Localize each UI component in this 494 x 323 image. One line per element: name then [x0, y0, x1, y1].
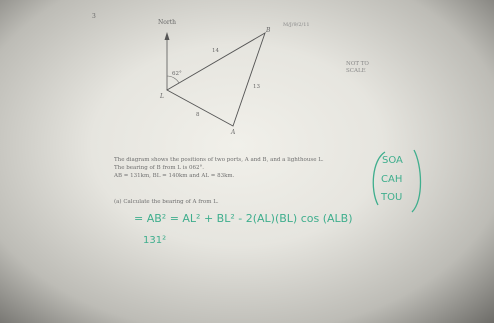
description-line3: AB = 131km, BL = 140km and AL = 83km. [114, 173, 235, 179]
not-to-scale-line1: NOT TO [346, 61, 369, 67]
description-line2: The bearing of B from L is 062°. [114, 165, 205, 171]
side-la-label: 8 [196, 112, 200, 118]
handwritten-cah: CAH [381, 174, 403, 185]
question-number: 3 [92, 13, 96, 20]
handwritten-131-squared: 131² [143, 235, 167, 246]
handwritten-bracket-right [412, 150, 421, 212]
handwritten-soh: SOA [382, 155, 403, 166]
triangle-lba [167, 33, 265, 126]
description-line1: The diagram shows the positions of two ports, A and B, and a lighthouse L. [114, 157, 324, 163]
part-a-question: (a) Calculate the bearing of A from L. [114, 199, 219, 205]
vertex-a-label: A [231, 129, 236, 136]
angle-arc [167, 76, 179, 83]
handwritten-toa: TOU [381, 192, 403, 203]
handwritten-cosine-rule: = AB² = AL² + BL² - 2(AL)(BL) cos (ALB) [134, 212, 353, 225]
vertex-b-label: B [266, 27, 271, 34]
question-code: M/J/9/2/11 [283, 22, 310, 28]
side-ab-label: 13 [253, 84, 260, 90]
angle-label: 62° [172, 71, 182, 77]
side-lb-label: 14 [212, 48, 219, 54]
not-to-scale-line2: SCALE [346, 68, 366, 74]
north-label: North [158, 19, 177, 26]
north-arrow-head [165, 32, 170, 40]
vertex-l-label: L [160, 93, 164, 100]
